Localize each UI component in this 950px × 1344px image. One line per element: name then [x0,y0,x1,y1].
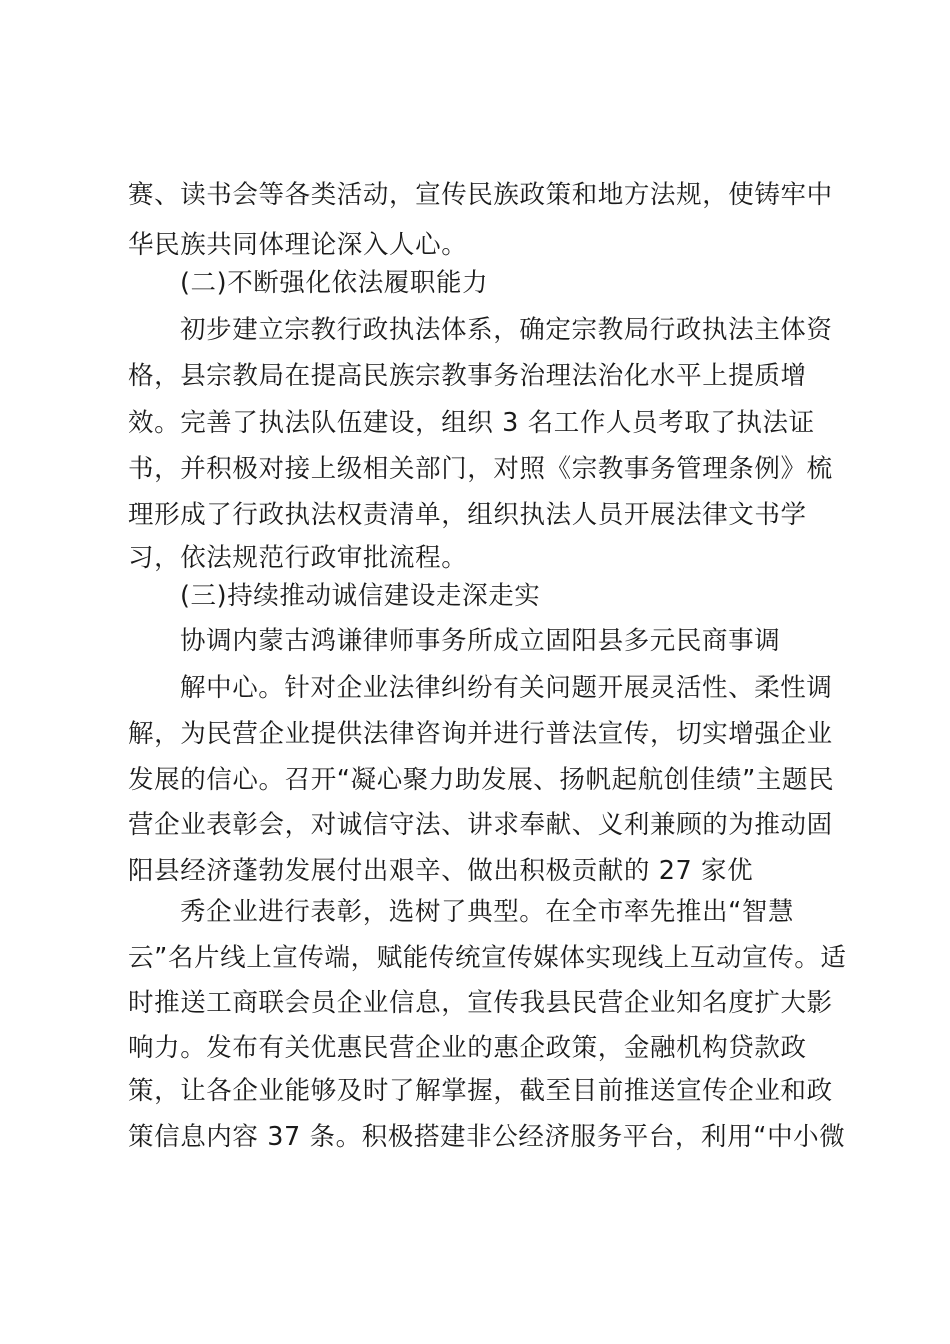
body-text-line: 书，并积极对接上级相关部门，对照《宗教事务管理条例》梳 [128,454,833,484]
body-text-line: 协调内蒙古鸿谦律师事务所成立固阳县多元民商事调 [180,626,781,656]
body-text-line: 阳县经济蓬勃发展付出艰辛、做出积极贡献的 27 家优 [128,856,754,886]
section-heading: (三)持续推动诚信建设走深走实 [180,581,541,611]
body-text-line: 解中心。针对企业法律纠纷有关问题开展灵活性、柔性调 [180,673,833,703]
body-text-line: 时推送工商联会员企业信息，宣传我县民营企业知名度扩大影 [128,988,833,1018]
body-text-line: 初步建立宗教行政执法体系，确定宗教局行政执法主体资 [180,315,833,345]
body-text-line: 理形成了行政执法权责清单，组织执法人员开展法律文书学 [128,500,807,530]
body-text-line: 响力。发布有关优惠民营企业的惠企政策，金融机构贷款政 [128,1033,807,1063]
body-text-line: 秀企业进行表彰，选树了典型。在全市率先推出“智慧 [180,897,795,927]
body-text-line: 格，县宗教局在提高民族宗教事务治理法治化水平上提质增 [128,361,807,391]
body-text-line: 赛、读书会等各类活动，宣传民族政策和地方法规，使铸牢中 [128,180,833,210]
body-text-line: 习，依法规范行政审批流程。 [128,543,468,573]
body-text-line: 华民族共同体理论深入人心。 [128,230,468,260]
body-text-line: 策，让各企业能够及时了解掌握，截至目前推送宣传企业和政 [128,1076,833,1106]
body-text-line: 策信息内容 37 条。积极搭建非公经济服务平台，利用“中小微 [128,1122,846,1152]
body-text-line: 营企业表彰会，对诚信守法、讲求奉献、义利兼顾的为推动固 [128,810,833,840]
section-heading: (二)不断强化依法履职能力 [180,268,489,298]
body-text-line: 云”名片线上宣传端，赋能传统宣传媒体实现线上互动宣传。适 [128,943,847,973]
body-text-line: 解，为民营企业提供法律咨询并进行普法宣传，切实增强企业 [128,719,833,749]
body-text-line: 发展的信心。召开“凝心聚力助发展、扬帆起航创佳绩”主题民 [128,765,835,795]
body-text-line: 效。完善了执法队伍建设，组织 3 名工作人员考取了执法证 [128,408,815,438]
